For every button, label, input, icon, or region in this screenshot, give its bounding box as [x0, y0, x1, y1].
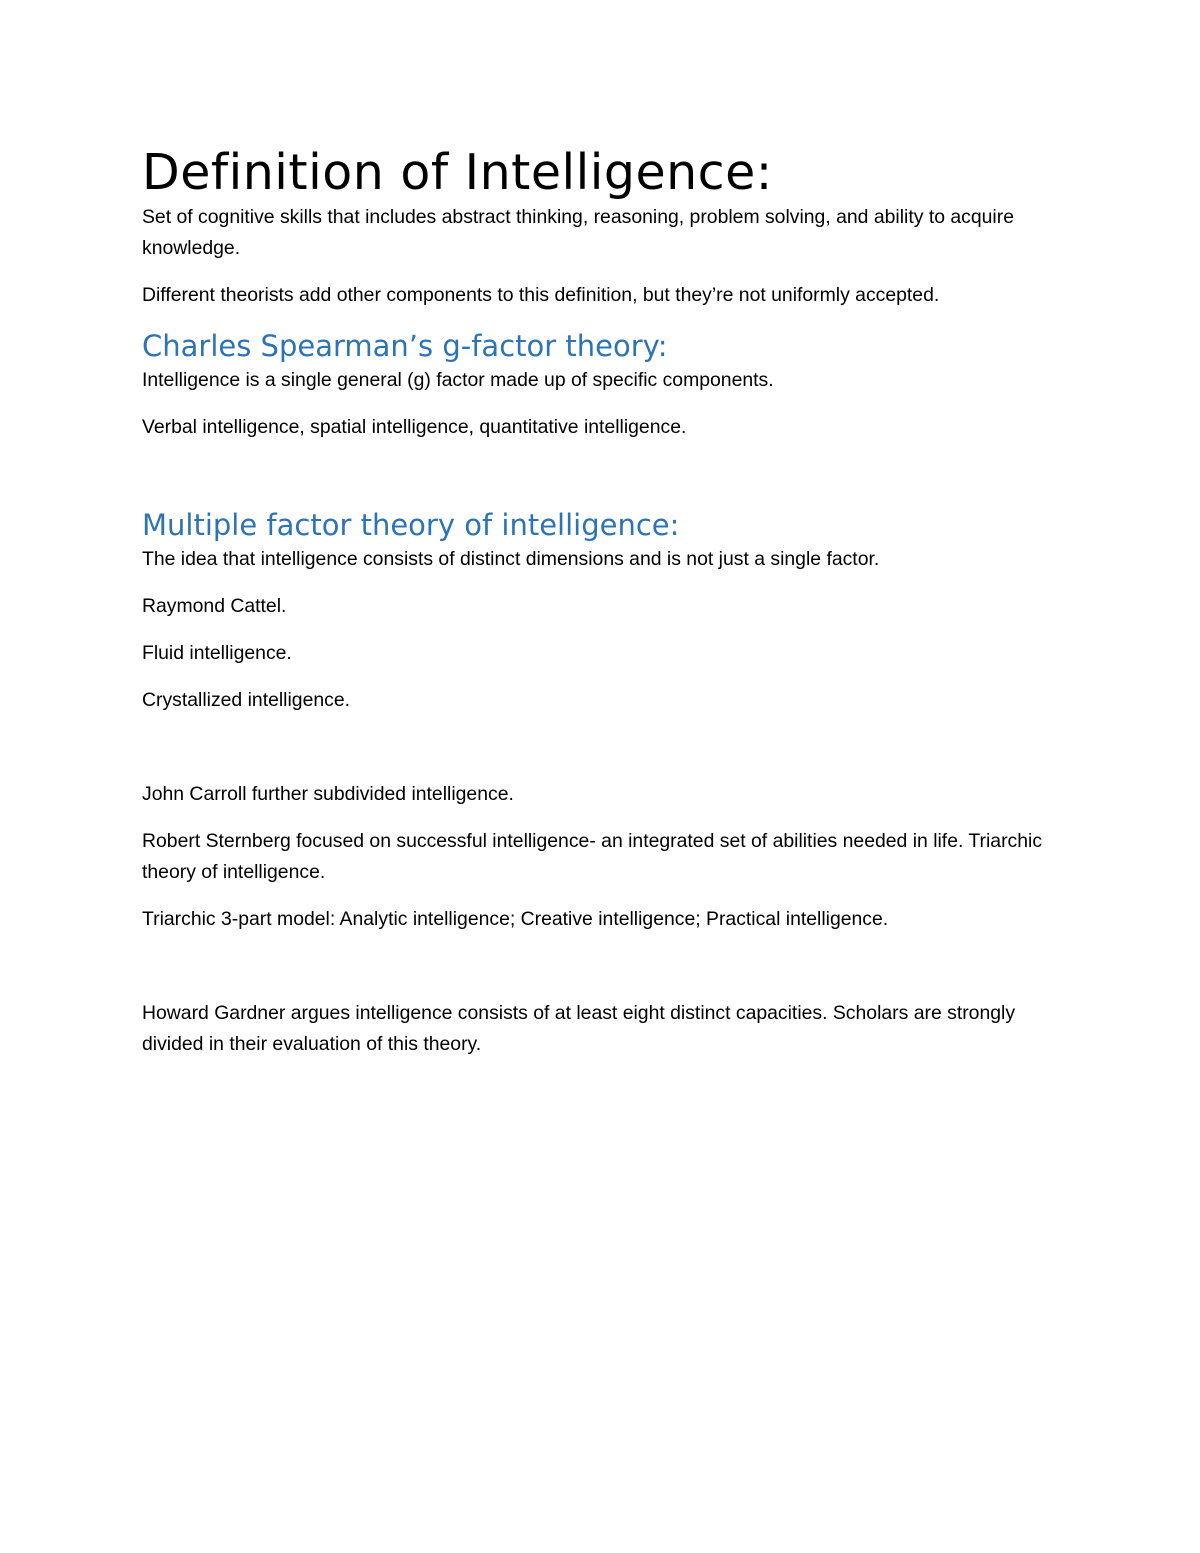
section-paragraph: The idea that intelligence consists of distinct dimensions and is not just a single factor.	[142, 548, 880, 570]
blank-line	[142, 732, 1062, 779]
body-paragraph: Triarchic 3-part model: Analytic intelligence; Creative intelligence; Practical intelligence.	[142, 908, 889, 930]
document-content	[142, 140, 1062, 1076]
section-paragraph: Raymond Cattel.	[142, 595, 287, 617]
body-paragraph: Howard Gardner argues intelligence consists of at least eight distinct capacities. Scholars are strongly divided in their evaluation of this theory.	[142, 1002, 1016, 1055]
blank-line	[142, 951, 1062, 998]
section-heading-multiple-factor: Multiple factor theory of intelligence:	[142, 508, 680, 542]
section-paragraph: Fluid intelligence.	[142, 642, 292, 664]
section-paragraph: Verbal intelligence, spatial intelligence, quantitative intelligence.	[142, 416, 687, 438]
section-paragraph: Intelligence is a single general (g) factor made up of specific components.	[142, 369, 774, 391]
section-paragraph: Crystallized intelligence.	[142, 689, 351, 711]
intro-paragraph: Different theorists add other components to this definition, but they’re not uniformly accepted.	[142, 284, 940, 306]
blank-lines	[142, 459, 1062, 506]
body-paragraph: Robert Sternberg focused on successful intelligence- an integrated set of abilities needed in life. Triarchic theory of intelligence.	[142, 830, 1043, 883]
body-paragraph: John Carroll further subdivided intelligence.	[142, 783, 514, 805]
section-heading-g-factor: Charles Spearman’s g-factor theory:	[142, 329, 668, 363]
document-title: Definition of Intelligence:	[142, 144, 773, 201]
intro-paragraph: Set of cognitive skills that includes abstract thinking, reasoning, problem solving, and ability to acquire knowledge.	[142, 206, 1014, 259]
